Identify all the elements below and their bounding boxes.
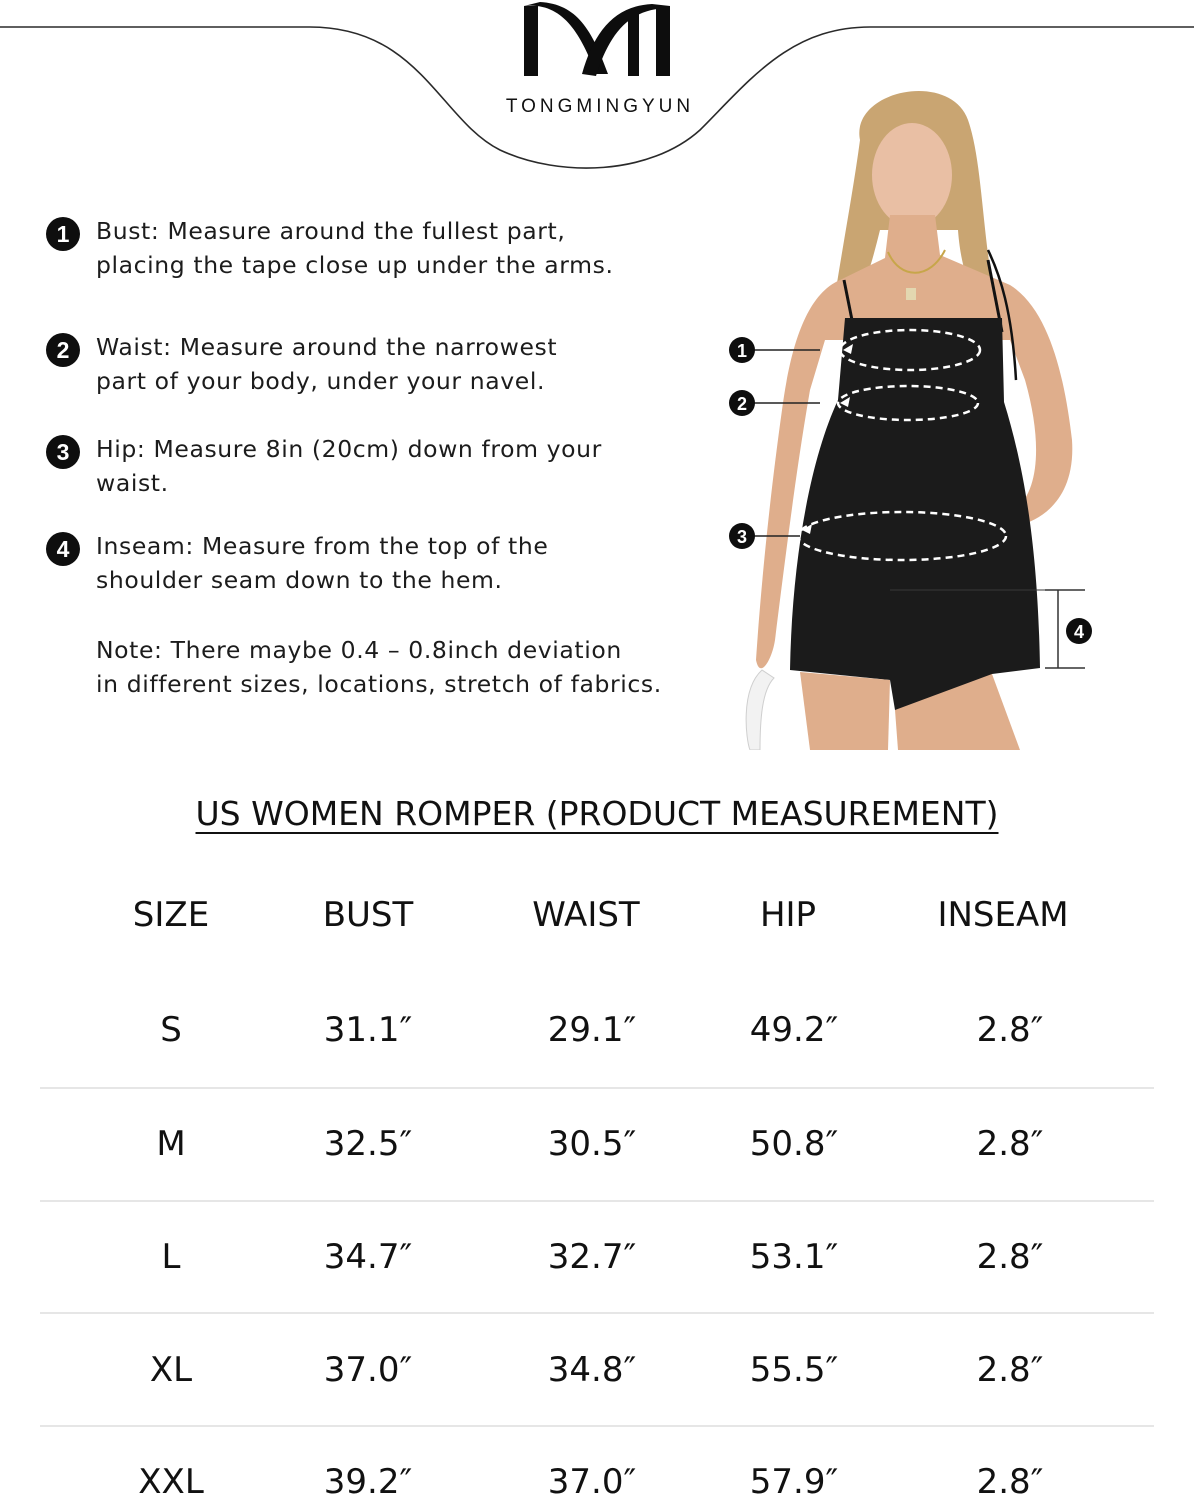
face-shape <box>872 123 952 227</box>
cell-size: S <box>160 1010 182 1050</box>
cell-waist: 29.1″ <box>547 1010 637 1050</box>
cell-hip: 55.5″ <box>749 1350 839 1390</box>
guide-line: Waist: Measure around the narrowest <box>96 333 558 361</box>
cell-bust: 31.1″ <box>323 1010 413 1050</box>
header-inseam: INSEAM <box>937 895 1069 935</box>
table-title-text: US WOMEN ROMPER (PRODUCT MEASUREMENT) <box>195 794 999 833</box>
guide-line: placing the tape close up under the arms. <box>96 251 614 279</box>
table-title <box>0 794 1194 833</box>
cell-inseam: 2.8″ <box>976 1462 1044 1502</box>
cell-bust: 32.5″ <box>323 1124 413 1164</box>
guide-line: Hip: Measure 8in (20cm) down from your <box>96 435 602 463</box>
cell-waist: 30.5″ <box>547 1124 637 1164</box>
svg-text:4: 4 <box>1073 622 1085 642</box>
guide-text <box>96 214 696 282</box>
row-divider <box>40 1087 1154 1089</box>
number-1-icon: 1 <box>46 217 80 251</box>
cell-hip: 53.1″ <box>749 1237 839 1277</box>
cell-inseam: 2.8″ <box>976 1010 1044 1050</box>
cell-hip: 57.9″ <box>749 1462 839 1502</box>
model-photo <box>720 80 1120 750</box>
row-divider <box>40 1200 1154 1202</box>
cell-size: XL <box>149 1350 193 1390</box>
header-waist: WAIST <box>532 895 640 935</box>
svg-text:2: 2 <box>736 394 748 414</box>
guide-text <box>96 529 696 597</box>
guide-line: waist. <box>96 469 169 497</box>
svg-text:1: 1 <box>736 341 748 361</box>
measurement-note <box>96 633 716 701</box>
number-3-icon: 3 <box>46 435 80 469</box>
header-bust: BUST <box>322 895 414 935</box>
cell-bust: 39.2″ <box>323 1462 413 1502</box>
cell-inseam: 2.8″ <box>976 1350 1044 1390</box>
cell-waist: 34.8″ <box>547 1350 637 1390</box>
cell-size: XXL <box>138 1462 204 1502</box>
marker-1-icon <box>729 337 755 363</box>
marker-3-icon <box>729 523 755 549</box>
marker-4-icon <box>1066 618 1092 644</box>
row-divider <box>40 1425 1154 1427</box>
cell-waist: 37.0″ <box>547 1462 637 1502</box>
guide-text <box>96 330 696 398</box>
cell-hip: 50.8″ <box>749 1124 839 1164</box>
svg-text:3: 3 <box>736 527 748 547</box>
cell-size: M <box>156 1124 186 1164</box>
brand-name: TONGMINGYUN <box>505 96 695 117</box>
header-size: SIZE <box>132 895 210 935</box>
romper-shape <box>790 318 1040 710</box>
cell-bust: 37.0″ <box>323 1350 413 1390</box>
cell-inseam: 2.8″ <box>976 1124 1044 1164</box>
cell-hip: 49.2″ <box>749 1010 839 1050</box>
cell-size: L <box>161 1237 181 1277</box>
cell-waist: 32.7″ <box>547 1237 637 1277</box>
row-divider <box>40 1312 1154 1314</box>
marker-2-icon <box>729 390 755 416</box>
cell-bust: 34.7″ <box>323 1237 413 1277</box>
header-hip: HIP <box>759 895 817 935</box>
guide-line: Inseam: Measure from the top of the <box>96 532 549 560</box>
note-line: in different sizes, locations, stretch of fabrics. <box>96 670 662 698</box>
cell-inseam: 2.8″ <box>976 1237 1044 1277</box>
brand-logo-icon <box>522 2 672 82</box>
guide-text <box>96 432 696 500</box>
note-line: Note: There maybe 0.4 – 0.8inch deviation <box>96 636 622 664</box>
guide-line: Bust: Measure around the fullest part, <box>96 217 566 245</box>
guide-line: shoulder seam down to the hem. <box>96 566 503 594</box>
guide-line: part of your body, under your navel. <box>96 367 546 395</box>
number-4-icon: 4 <box>46 532 80 566</box>
number-2-icon: 2 <box>46 333 80 367</box>
